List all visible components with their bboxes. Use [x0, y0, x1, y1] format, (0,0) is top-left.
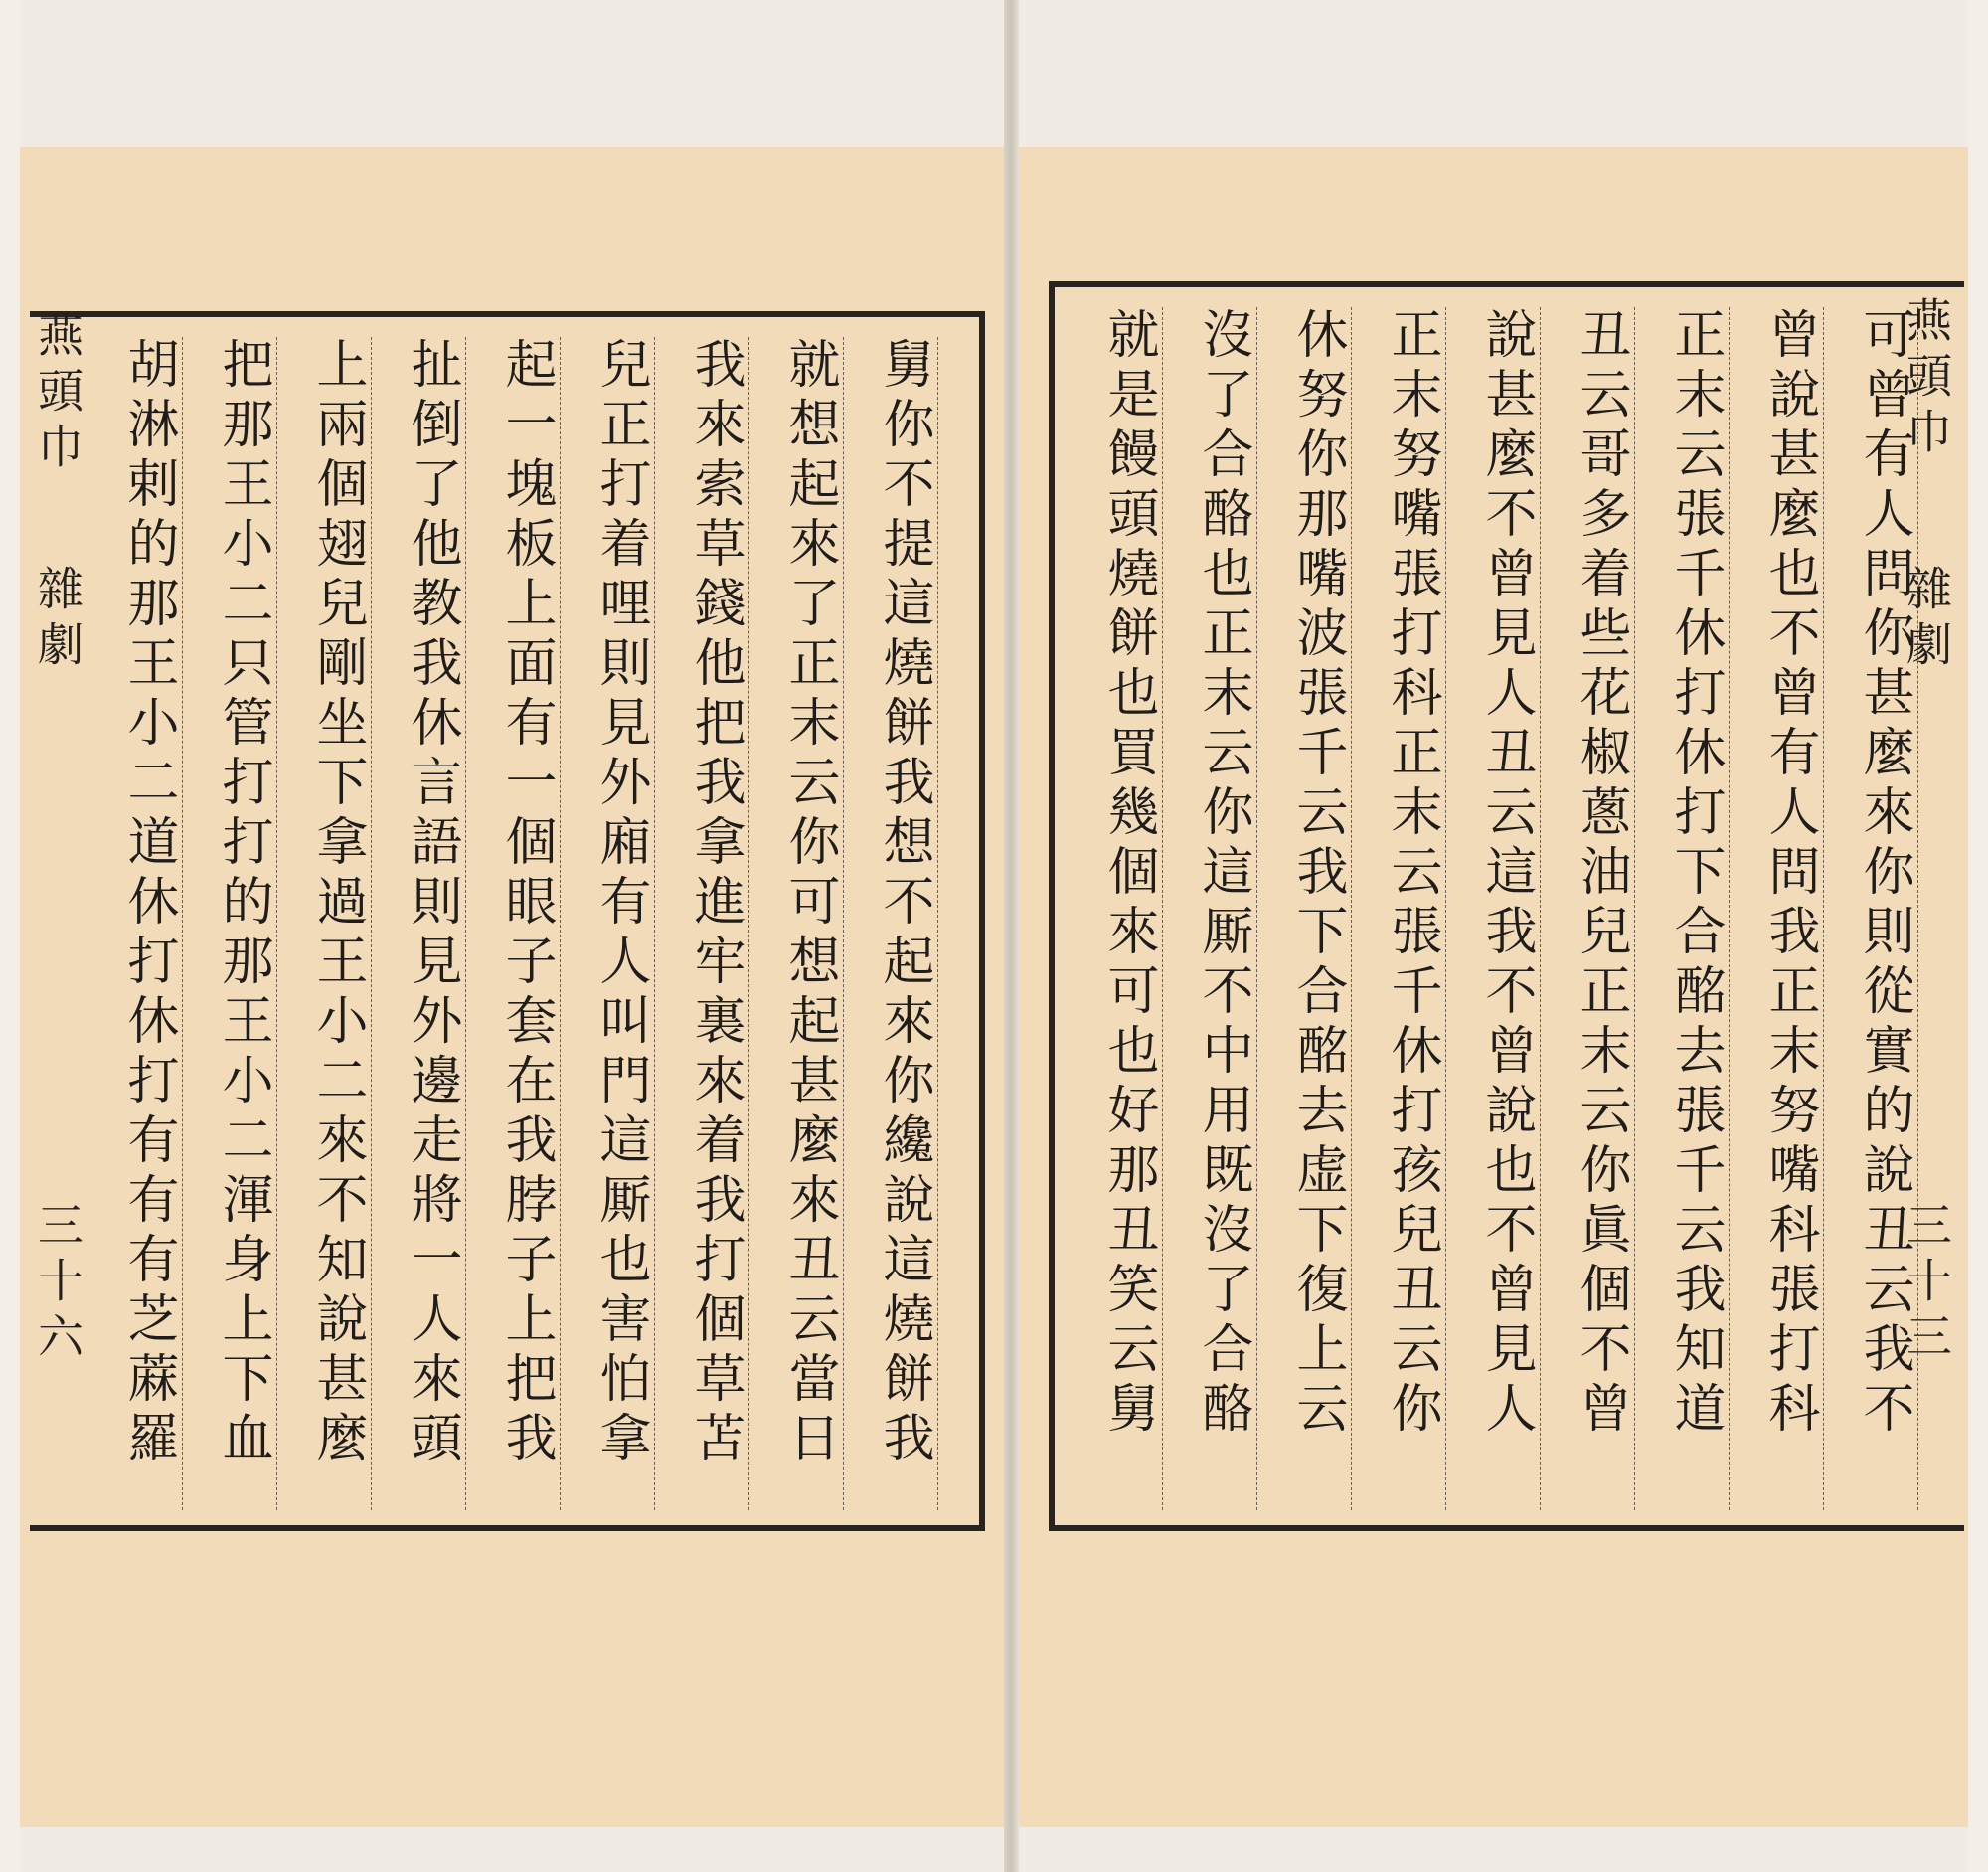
right-margin-title: 燕頭巾 — [1900, 296, 1953, 463]
right-column-6: 正末努嘴張打科正末云張千休打孩兒丑云你 — [1378, 307, 1446, 1510]
left-column-7: 上兩個翅兒剛坐下拿過王小二來不知說甚麼 — [303, 337, 372, 1510]
right-column-2: 曾說甚麼也不曾有人問我正末努嘴科張打科 — [1755, 307, 1824, 1510]
right-column-5: 說甚麼不曾見人丑云這我不曾說也不曾見人 — [1472, 307, 1541, 1510]
left-page — [20, 147, 1004, 1827]
left-column-8: 把那王小二只管打打的那王小二渾身上下血 — [209, 337, 277, 1510]
right-margin-subtitle: 雜劇 — [1900, 565, 1953, 676]
left-column-5: 起一塊板上面有一個眼子套在我脖子上把我 — [492, 337, 561, 1510]
right-column-8: 沒了合酪也正末云你這厮不中用既沒了合酪 — [1189, 307, 1257, 1510]
left-column-4: 兒正打着哩則見外廂有人叫門這厮也害怕拿 — [586, 337, 655, 1510]
left-column-9: 胡淋剌的那王小二道休打休打有有有芝蔴羅 — [114, 337, 183, 1510]
left-column-3: 我來索草錢他把我拿進牢裏來着我打個草苫 — [681, 337, 749, 1510]
right-column-4: 丑云哥多着些花椒蔥油兒正末云你眞個不曾 — [1567, 307, 1635, 1510]
left-margin-subtitle: 雜劇 — [31, 565, 84, 676]
right-column-7: 休努你那嘴波張千云我下合酩去虚下復上云 — [1283, 307, 1352, 1510]
left-column-1: 舅你不提這燒餅我想不起來你纔說這燒餅我 — [870, 337, 938, 1510]
right-text-frame — [1049, 281, 1964, 1531]
right-column-3: 正末云張千休打休打下合酩去張千云我知道 — [1661, 307, 1730, 1510]
left-column-6: 扯倒了他教我休言語則見外邊走將一人來頭 — [398, 337, 466, 1510]
right-column-9: 就是饅頭燒餅也買幾個來可也好那丑笑云舅 — [1094, 307, 1163, 1510]
book-gutter — [1004, 0, 1019, 1872]
book-spread — [20, 0, 1968, 1872]
left-column-2: 就想起來了正末云你可想起甚麼來丑云當日 — [775, 337, 844, 1510]
right-margin-folio: 三十三 — [1900, 1201, 1953, 1368]
left-margin-folio: 三十六 — [31, 1201, 84, 1368]
right-column-1: 可曾有人問你甚麼來你則從實的說丑云我不 — [1850, 307, 1918, 1510]
right-page — [1019, 147, 1968, 1827]
left-text-frame — [30, 311, 985, 1531]
left-margin-title: 燕頭巾 — [31, 311, 84, 478]
